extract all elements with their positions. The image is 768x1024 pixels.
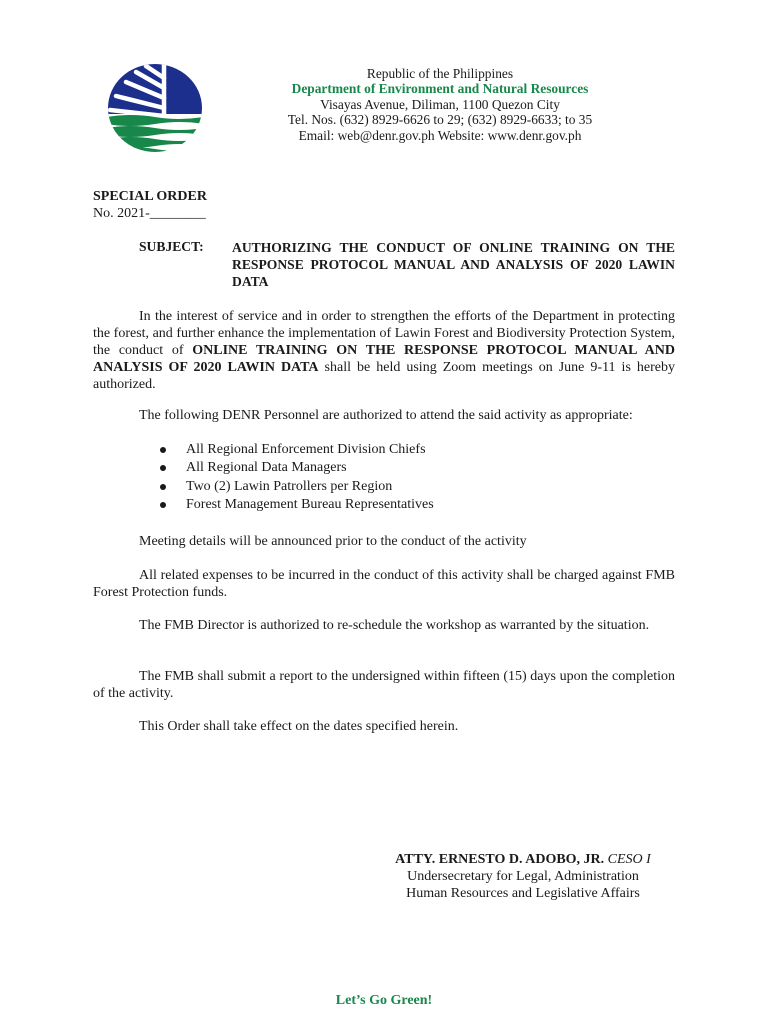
denr-logo-icon bbox=[106, 62, 204, 154]
intro-text: In the interest of service and in order to strengthen the efforts of the Department in protecting the forest, and further enhance the implementation of Lawin Forest and Biodiversity Protection System, the conduct of bbox=[93, 309, 675, 358]
bullet-icon bbox=[160, 465, 166, 471]
bullet-icon bbox=[160, 502, 166, 508]
department-name: Department of Environment and Natural Resources bbox=[291, 81, 589, 97]
personnel-list bbox=[160, 441, 434, 514]
letterhead bbox=[262, 66, 618, 143]
signatory-suffix: CESO I bbox=[607, 852, 651, 867]
intro-text-end: shall be held using Zoom meetings on June 9-11 is hereby authorized. bbox=[93, 360, 675, 392]
special-order-number: No. 2021-________ bbox=[93, 206, 206, 221]
signatory-title-line1: Undersecretary for Legal, Administration bbox=[407, 869, 639, 884]
signatory-title-line2: Human Resources and Legislative Affairs bbox=[406, 886, 640, 901]
bullet-icon bbox=[160, 484, 166, 490]
signature-block bbox=[372, 851, 674, 902]
list-item: Two (2) Lawin Patrollers per Region bbox=[160, 478, 434, 496]
republic-line: Republic of the Philippines bbox=[366, 66, 514, 81]
telephone-line: Tel. Nos. (632) 8929-6626 to 29; (632) 8929-6633; to 35 bbox=[287, 112, 593, 128]
paragraph-intro bbox=[93, 308, 675, 393]
special-order-title: SPECIAL ORDER bbox=[93, 189, 207, 204]
list-item: All Regional Data Managers bbox=[160, 459, 434, 477]
bullet-icon bbox=[160, 447, 166, 453]
list-item: Forest Management Bureau Representatives bbox=[160, 496, 434, 514]
training-title: ONLINE TRAINING ON THE RESPONSE PROTOCOL MANUAL AND ANALYSIS OF 2020 LAWIN DATA bbox=[93, 343, 675, 375]
subject-text: AUTHORIZING THE CONDUCT OF ONLINE TRAINING ON THE RESPONSE PROTOCOL MANUAL AND ANALYSIS OF 2020 LAWIN DATA bbox=[232, 240, 675, 289]
email-website-line: Email: web@denr.gov.ph Website: www.denr.gov.ph bbox=[298, 127, 582, 143]
signatory-name: ATTY. ERNESTO D. ADOBO, JR. bbox=[395, 852, 605, 867]
subject-label: SUBJECT: bbox=[139, 239, 204, 254]
paragraph-report: The FMB shall submit a report to the undersigned within fifteen (15) days upon the completion of the activity. bbox=[93, 669, 675, 701]
footer-slogan: Let’s Go Green! bbox=[335, 993, 433, 1008]
list-item: All Regional Enforcement Division Chiefs bbox=[160, 441, 434, 459]
paragraph-effectivity: This Order shall take effect on the dates specified herein. bbox=[139, 719, 459, 734]
address-line: Visayas Avenue, Diliman, 1100 Quezon City bbox=[320, 96, 560, 112]
paragraph-reschedule: The FMB Director is authorized to re-schedule the workshop as warranted by the situation. bbox=[139, 618, 650, 633]
paragraph-expenses: All related expenses to be incurred in the conduct of this activity shall be charged against FMB Forest Protection funds. bbox=[93, 568, 675, 600]
paragraph-meeting: Meeting details will be announced prior to the conduct of the activity bbox=[139, 534, 527, 549]
paragraph-personnel: The following DENR Personnel are authorized to attend the said activity as appropriate: bbox=[139, 408, 633, 423]
